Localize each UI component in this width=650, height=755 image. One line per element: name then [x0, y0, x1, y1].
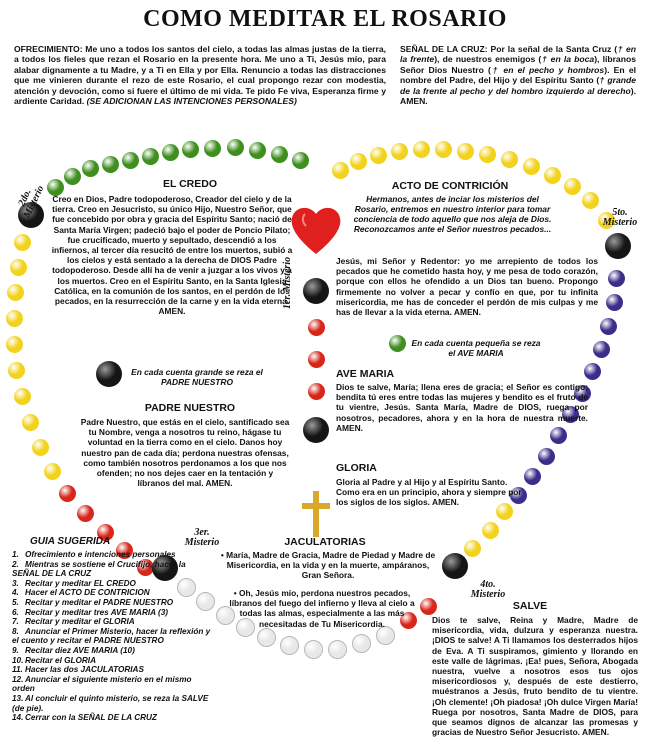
- mystery-5-label: 5to. Misterio: [602, 207, 638, 228]
- padre-title: PADRE NUESTRO: [144, 402, 236, 414]
- guia-item: [12, 560, 212, 579]
- guia-item-text: Anunciar el Primer Misterio, hacer la reflexión y el cuento y recitar el PADRE NUESTRO: [12, 626, 211, 646]
- contricion-intro: Hermanos, antes de inciar los misterios del Rosario, entremos en nuestro interior para tomar conciencia de todo aquello que nos aleja de Dios. Reconozcamos ante el Señor nuestros pecados...: [353, 194, 552, 234]
- senal-text-4: ). En el nombre del Padre, del Hijo y del Espíritu Santo (: [400, 64, 636, 86]
- gloria-title: GLORIA: [336, 462, 377, 474]
- guia-item: [12, 598, 212, 608]
- ofrecimiento-note: (SE ADICIONAN LAS INTENCIONES PERSONALES): [86, 96, 297, 107]
- heart-icon: [292, 208, 341, 254]
- guia-item-number: 12.: [12, 674, 24, 684]
- guia-item: [12, 665, 212, 675]
- guia-item: [12, 588, 212, 598]
- guia-item-number: 9.: [12, 645, 19, 655]
- guia-item-text: Anunciar el siguiente misterio en el mismo orden: [12, 674, 192, 694]
- crucifix-icon: [302, 491, 330, 537]
- guia-item-number: 2.: [12, 559, 19, 569]
- jaculatoria-2: • Oh, Jesús mío, perdona nuestros pecados, líbranos del fuego del infierno y lleva al cielo a todas las almas, especialmente a las más necesitadas de Tu Misericordia.: [229, 588, 415, 629]
- gloria-text: Gloria al Padre y al Hijo y al Espíritu Santo. Como era en un principio, ahora y siempre por los siglos de los siglos. AMEN.: [336, 477, 522, 508]
- contricion-title: ACTO DE CONTRICIÓN: [391, 180, 509, 192]
- mystery-2-label: 2do. Misterio: [16, 183, 47, 220]
- guia-item-text: Recitar y meditar el GLORIA: [25, 617, 135, 627]
- contricion-text: Jesús, mi Señor y Redentor: yo me arrepiento de todos los pecados que he cometido hasta hoy, y me pesa de todo corazón, porque con ellos he ofendido a un Dios tan bueno. Propongo firmemente no volver a pecar y confío en que, por tu infinita misericordia, me has de conceder el perdón de mis culpas y me has de llevar a la vida eterna. AMEN.: [336, 256, 598, 318]
- note-padre: En cada cuenta grande se reza el PADRE NUESTRO: [131, 367, 263, 387]
- guia-item: [12, 675, 212, 694]
- mystery-1-label: 1er. Misterio: [282, 256, 293, 310]
- guia-item-text: Hacer las dos JACULATORIAS: [25, 665, 144, 675]
- guia-item-text: Al concluir el quinto misterio, se reza la SALVE (de pie).: [12, 693, 209, 713]
- padre-text: Padre Nuestro, que estás en el cielo, santificado sea tu Nombre, venga a nosotros tu reino, hágase tu voluntad en la tierra como en el cielo. Danos hoy nuestro pan de cada día; perdona nuestras ofensas, como también nosotros perdonamos a los que nos ofenden; no nos dejes caer en la tentación y líbranos del mal. AMEN.: [80, 417, 290, 489]
- guia-item: [12, 627, 212, 646]
- jaculatorias-title: JACULATORIAS: [284, 536, 366, 548]
- guia-item: [12, 608, 212, 618]
- guia-item-text: Mientras se sostiene el Crucifijo, hacer la SEÑAL DE LA CRUZ: [12, 559, 186, 579]
- mystery-4-label: 4to. Misterio: [470, 579, 506, 600]
- guia-title: GUIA SUGERIDA: [30, 536, 111, 547]
- ave-title: AVE MARIA: [336, 368, 395, 380]
- guia-item-number: 11.: [12, 665, 23, 675]
- senal-gesture-1: † en la frente: [400, 44, 637, 65]
- guia-item-number: 4.: [12, 588, 19, 598]
- guia-item: [12, 617, 212, 627]
- guia-item: [12, 579, 212, 589]
- salve-text: Dios te salve, Reina y Madre, Madre de misericordia, vida, dulzura y esperanza nuestra. ¡DIOS te salve! A Ti llamamos los desterrados hijos de Eva. A Ti suspiramos, gimiento y llorando en este valle de lágrimas. ¡Ea! pues, Señora, Abogada nuestra, vuelve a nosotros esos tus ojos misericordiosos y, después de este destierro, muéstranos a Jesús, fruto bendito de tu vientre. ¡Oh clemente! ¡Oh piadosa! ¡Oh dulce Virgen María! Ruega por nosotros, Santa Madre de DIOS, para que seamos dignos de alcanzar las promesas y gracias de Nuestro Señor Jesucristo. AMEN.: [432, 615, 638, 738]
- jaculatoria-1: • María, Madre de Gracia, Madre de Piedad y Madre de Misericordia, en la vida y en la muerte, ampáranos, Gran Señora.: [220, 550, 436, 581]
- senal-gesture-3: † en el pecho y hombros: [490, 64, 605, 75]
- guia-item-number: 14.: [12, 713, 24, 723]
- salve-title: SALVE: [512, 600, 548, 612]
- guia-item: [12, 656, 212, 666]
- guia-item: [12, 713, 212, 723]
- ofrecimiento-label: OFRECIMIENTO:: [14, 44, 83, 54]
- guia-item-number: 1.: [12, 550, 19, 559]
- page-title: COMO MEDITAR EL ROSARIO: [143, 6, 507, 32]
- guia-item-text: Recitar y meditar tres AVE MARIA (3): [25, 607, 169, 617]
- guia-item-number: 7.: [12, 617, 19, 627]
- senal-text-3: ), líbranos Señor Dios Nuestro (: [400, 54, 636, 75]
- guia-item-text: Recitar y meditar el PADRE NUESTRO: [25, 597, 174, 607]
- guia-item-text: Ofrecimiento e intenciones personales: [25, 550, 176, 559]
- ofrecimiento-text: Me uno a todos los santos del cielo, a todas las almas justas de la tierra, a todos los fieles que rezan el Rosario en la presente hora. Me uno a Ti, Jesús mío, para alabar dignamente a tu Madre, y a Ti en Ella y por Ella. Renuncio a todas las distracciones que me vinieren durante el rezo de este Rosario, el cual propongo rezar con modestia, atención y devoción, como si fuere el último de mi vida. Te pido Fe viva, Esperanza firme y ardiente Caridad.: [14, 44, 386, 107]
- guia-item-number: 3.: [12, 578, 19, 588]
- senal-gesture-4: † grande de la frente al pecho y del hombro izquierdo al derecho: [400, 75, 636, 96]
- credo-text: Creo en Dios, Padre todopoderoso, Creador del cielo y de la tierra. Creo en Jesucristo, su único Hijo, Nuestro Señor, que fue concebido por obra y gracia del Espíritu Santo; nació de Santa María Virgen; padeció bajo el poder de Poncio Pilato; fue crucificado, muerto y sepultado, descendió a los infiernos, al tercer día resucitó de entre los muertos, subió a los cielos y está sentado a la derecha de DIOS Padre todopoderoso. Desde allí ha de venir a juzgar a los vivos y a los muertos. Creo en el Espíritu Santo, en la Santa Iglesia Católica, en la comunión de los santos, en el perdón de los pecados, en la resurrección de la carne y en la vida eterna. AMEN.: [51, 194, 293, 317]
- guia-item-text: Recitar y meditar EL CREDO: [25, 578, 136, 588]
- guia-item-text: Recitar diez AVE MARIA (10): [25, 645, 135, 655]
- senal-label: SEÑAL DE LA CRUZ:: [400, 44, 488, 54]
- guia-item-text: Hacer el ACTO DE CONTRICION: [25, 588, 150, 598]
- guia-item-text: Cerrar con la SEÑAL DE LA CRUZ: [25, 713, 157, 723]
- senal-text-5: ). AMEN.: [400, 85, 636, 107]
- senal-gesture-2: † en la boca: [541, 54, 595, 65]
- guia-item-number: 5.: [12, 597, 19, 607]
- guia-item: [12, 550, 212, 560]
- senal-text-2: ), de nuestros enemigos (: [434, 54, 542, 65]
- guia-item-number: 8.: [12, 626, 19, 636]
- guia-item-number: 13.: [12, 693, 24, 703]
- guia-item: [12, 694, 212, 713]
- guia-item: [12, 646, 212, 656]
- guia-item-number: 10.: [12, 655, 24, 665]
- credo-title: EL CREDO: [162, 178, 218, 190]
- senal-text-1: Por la señal de la Santa Cruz (: [490, 44, 618, 54]
- mystery-3-label: 3er. Misterio: [184, 527, 220, 548]
- note-ave: En cada cuenta pequeña se reza el AVE MARIA: [411, 338, 541, 358]
- guia-item-number: 6.: [12, 607, 19, 617]
- guia-item-text: Recitar el GLORIA: [25, 655, 96, 665]
- guia-list: [12, 550, 212, 723]
- ave-text: Dios te salve, María; llena eres de gracia; el Señor es contigo; bendita tú eres entre todas las mujeres y bendito es el fruto de tu vientre, Jesús. Santa María, Madre de DIOS, ruega por nosotros, pecadores, ahora y en la hora de nuestra muerte. AMEN.: [336, 382, 588, 433]
